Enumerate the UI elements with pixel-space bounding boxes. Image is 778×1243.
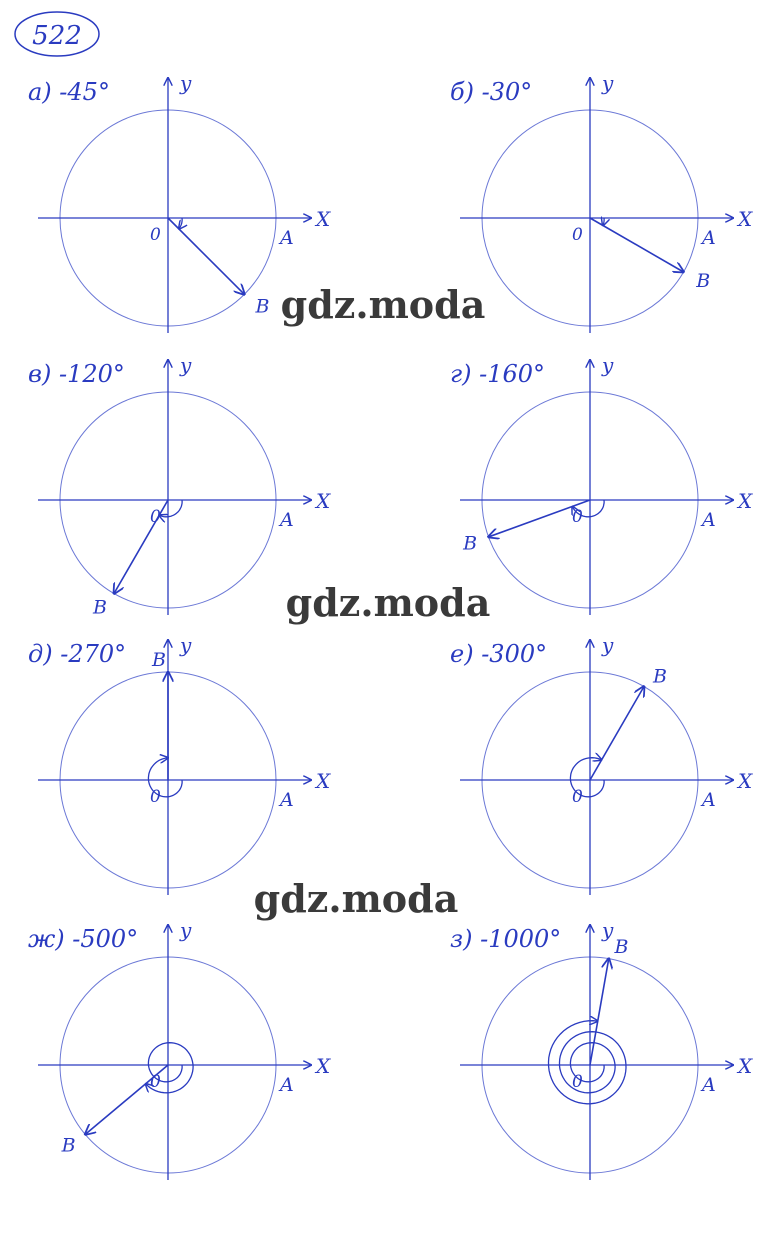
point-a-label: A: [702, 1074, 716, 1096]
angle-diagram: [450, 918, 753, 1180]
angle-diagrams: [28, 71, 753, 1180]
point-a-label: A: [280, 227, 294, 249]
angle-diagram: [450, 633, 753, 895]
radius-vector-ob: [114, 500, 168, 594]
panel-label: а) -45°: [28, 78, 110, 106]
y-axis-label: y: [180, 353, 192, 377]
rotation-arc: [148, 758, 182, 797]
point-b-label: B: [255, 295, 270, 318]
panel-label: ж) -500°: [28, 925, 139, 953]
panel-label: е) -300°: [450, 640, 548, 668]
y-axis-label: y: [602, 353, 614, 377]
x-axis-label: X: [316, 489, 331, 513]
x-axis-label: X: [316, 1054, 331, 1078]
x-axis-label: X: [738, 769, 753, 793]
y-axis-label: y: [602, 71, 614, 95]
point-a-label: A: [702, 227, 716, 249]
angle-diagram: [450, 353, 753, 615]
origin-label: 0: [150, 507, 161, 527]
watermark: gdz.moda: [280, 282, 486, 327]
origin-label: 0: [572, 225, 583, 245]
point-b-label: B: [653, 665, 667, 688]
problem-number-badge: [15, 12, 99, 56]
point-b-label: B: [614, 935, 629, 958]
y-axis-label: y: [180, 918, 192, 942]
point-b-label: B: [61, 1134, 76, 1157]
rotation-arc: [179, 218, 182, 229]
point-b-label: B: [152, 649, 166, 671]
x-axis-label: X: [738, 1054, 753, 1078]
rotation-arc: [603, 218, 604, 226]
point-b-label: B: [93, 596, 107, 619]
panel-label: д) -270°: [28, 640, 127, 668]
panel-label: в) -120°: [28, 360, 125, 388]
origin-label: 0: [572, 787, 583, 807]
radius-vector-ob: [168, 218, 244, 294]
panel-label: б) -30°: [450, 78, 533, 106]
watermark: gdz.moda: [285, 580, 491, 625]
x-axis-label: X: [316, 207, 331, 231]
origin-label: 0: [150, 787, 161, 807]
rotation-arc: [549, 1021, 627, 1104]
problem-number: 522: [32, 21, 82, 51]
panel-label: з) -1000°: [450, 925, 562, 953]
panel-label: г) -160°: [450, 360, 546, 388]
x-axis-label: X: [738, 489, 753, 513]
angle-diagram: [28, 918, 331, 1180]
radius-vector-ob: [590, 218, 684, 272]
x-axis-label: X: [738, 207, 753, 231]
point-a-label: A: [702, 789, 716, 811]
watermark: gdz.moda: [253, 876, 459, 921]
point-a-label: A: [280, 789, 294, 811]
origin-label: 0: [150, 1072, 161, 1092]
y-axis-label: y: [602, 918, 614, 942]
radius-vector-ob: [85, 1065, 168, 1134]
point-a-label: A: [702, 509, 716, 531]
radius-vector-ob: [590, 686, 644, 780]
radius-vector-ob: [590, 959, 609, 1065]
y-axis-label: y: [602, 633, 614, 657]
point-a-label: A: [280, 509, 294, 531]
origin-label: 0: [150, 225, 161, 245]
y-axis-label: y: [180, 71, 192, 95]
origin-label: 0: [572, 1072, 583, 1092]
angle-diagram: [450, 71, 753, 333]
angle-diagram: [28, 633, 331, 895]
angle-diagram: [28, 353, 331, 619]
x-axis-label: X: [316, 769, 331, 793]
point-b-label: B: [696, 270, 711, 292]
point-a-label: A: [280, 1074, 294, 1096]
point-b-label: B: [463, 532, 478, 555]
origin-label: 0: [572, 507, 583, 527]
y-axis-label: y: [180, 633, 192, 657]
